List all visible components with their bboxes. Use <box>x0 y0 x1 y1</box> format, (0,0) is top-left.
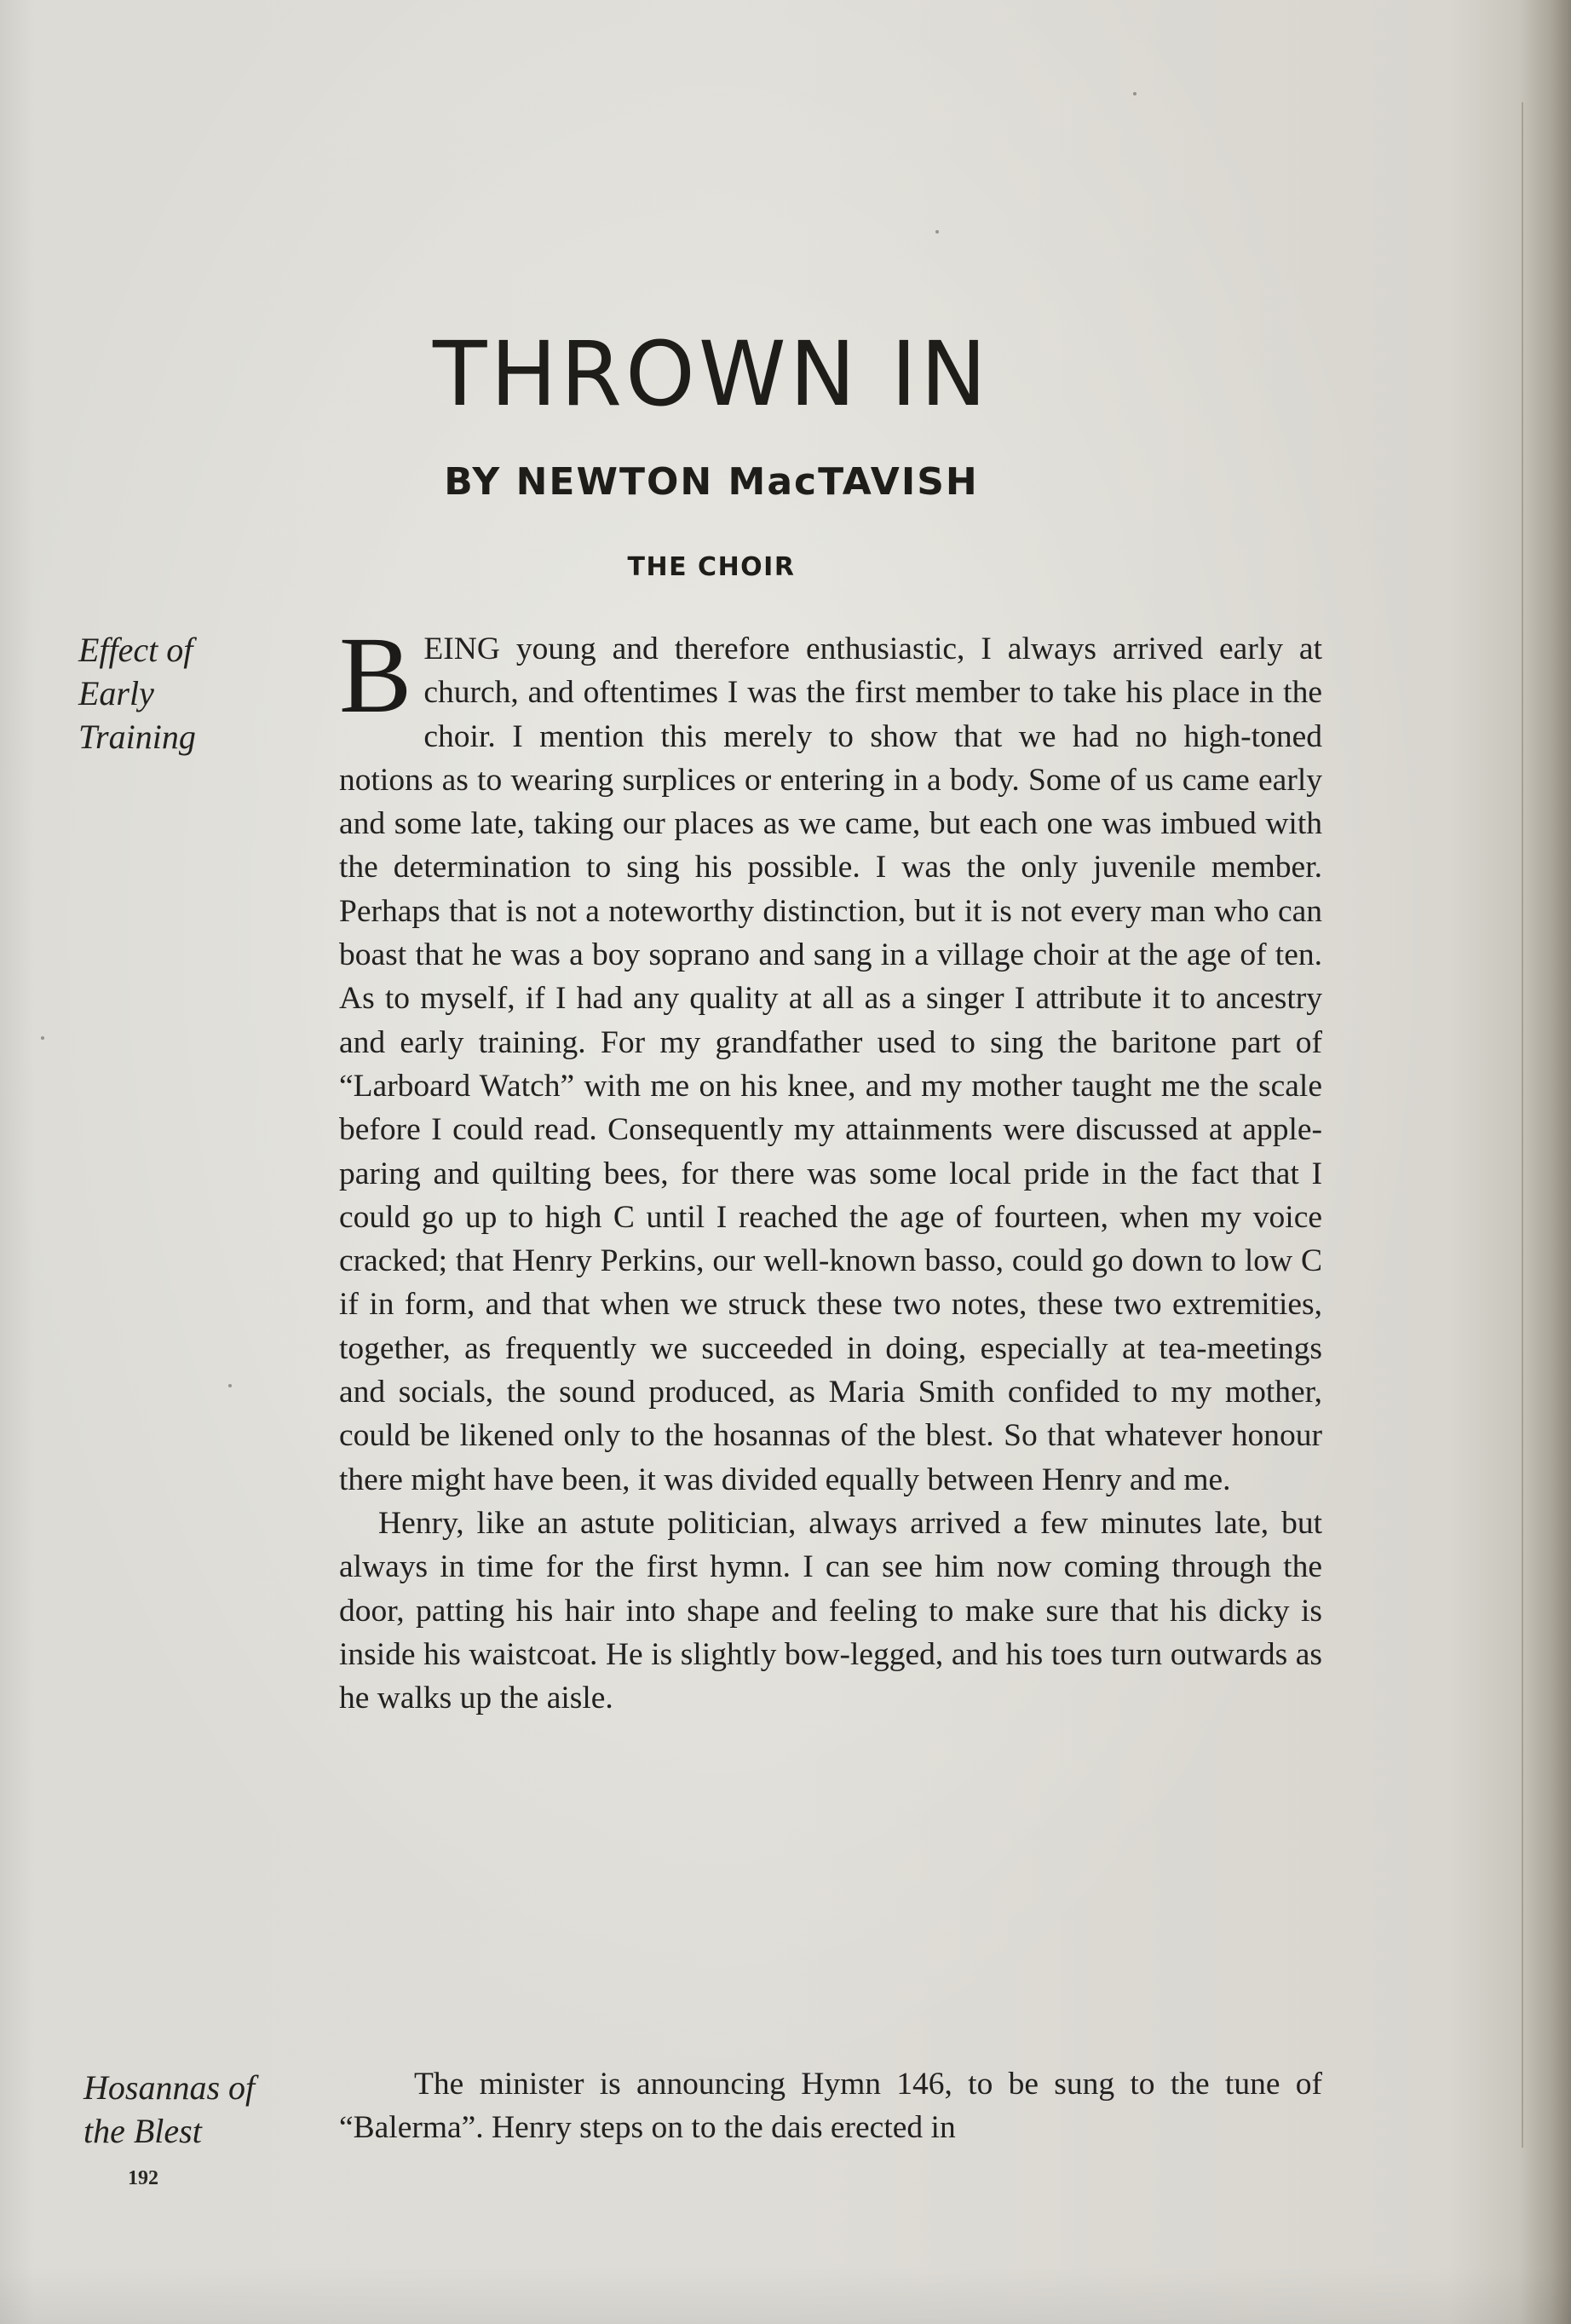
bottom-shadow <box>0 2267 1571 2324</box>
page-crease <box>1522 102 1523 2148</box>
paragraph-1-text: EING young and therefore enthusiastic, I always arrived early at church, and oftentimes I was the first member to take his place in the choir. I mention this merely to show that we had no high-toned notions as to wearing surplices or entering in a body. Some of us came early and some late, taking our places as we came, but each one was imbued with the determination to sing his possible. I was the only juvenile member. Perhaps that is not a noteworthy distinction, but it is not every man who can boast that he was a boy soprano and sang in a village choir at the age of ten. As to myself, if I had any quality at all as a singer I attribute it to ancestry and early training. For my grandfather used to sing the baritone part of “Larboard Watch” with me on his knee, and my mother taught me the scale before I could read. Consequently my attainments were discussed at apple-paring and quilting bees, for there was some local pride in the fact that I could go up to high C until I reached the age of fourteen, when my voice cracked; that Henry Perkins, our well-known basso, could go down to low C if in form, and that when we struck these two notes, these two extremities, together, as frequently we succeeded in doing, especially at tea-meetings and socials, the sound produced, as Maria Smith confided to my mother, could be likened only to the hosannas of the blest. So that whatever honour there might have been, it was divided equally between Henry and me. <box>339 631 1322 1497</box>
margin-note-text: Hosannas of the Blest <box>83 2068 256 2150</box>
paragraph-3: The minister is announcing Hymn 146, to be sung to the tune of “Balerma”. Henry steps on to the dais erected in <box>339 2067 1322 2146</box>
article-body <box>339 614 1322 2146</box>
paper-speck <box>41 1036 44 1040</box>
margin-note-effect-of-early-training <box>78 628 249 758</box>
page-edge-shadow <box>1520 0 1571 2324</box>
paragraph-2: Henry, like an astute politician, always arrived a few minutes late, but always in time for the first hymn. I can see him now coming through the door, patting his hair into shape and feeling to make sure that his dicky is inside his waistcoat. He is slightly bow-legged, and his toes turn outwards as he walks up the aisle. <box>339 1505 1322 1716</box>
paragraph-1 <box>339 614 1322 1502</box>
article-title: THROWN IN <box>432 322 990 426</box>
drop-cap: B <box>339 614 412 735</box>
page-number: 192 <box>128 2167 158 2189</box>
paper-speck <box>935 230 939 234</box>
margin-note-hosannas-of-the-blest <box>83 2066 262 2153</box>
section-heading: THE CHOIR <box>627 552 796 582</box>
paper-speck <box>228 1384 232 1387</box>
article-byline: BY NEWTON MacTAVISH <box>444 460 979 504</box>
margin-note-text: Effect of Early Training <box>78 631 196 756</box>
paper-speck <box>1133 92 1137 95</box>
